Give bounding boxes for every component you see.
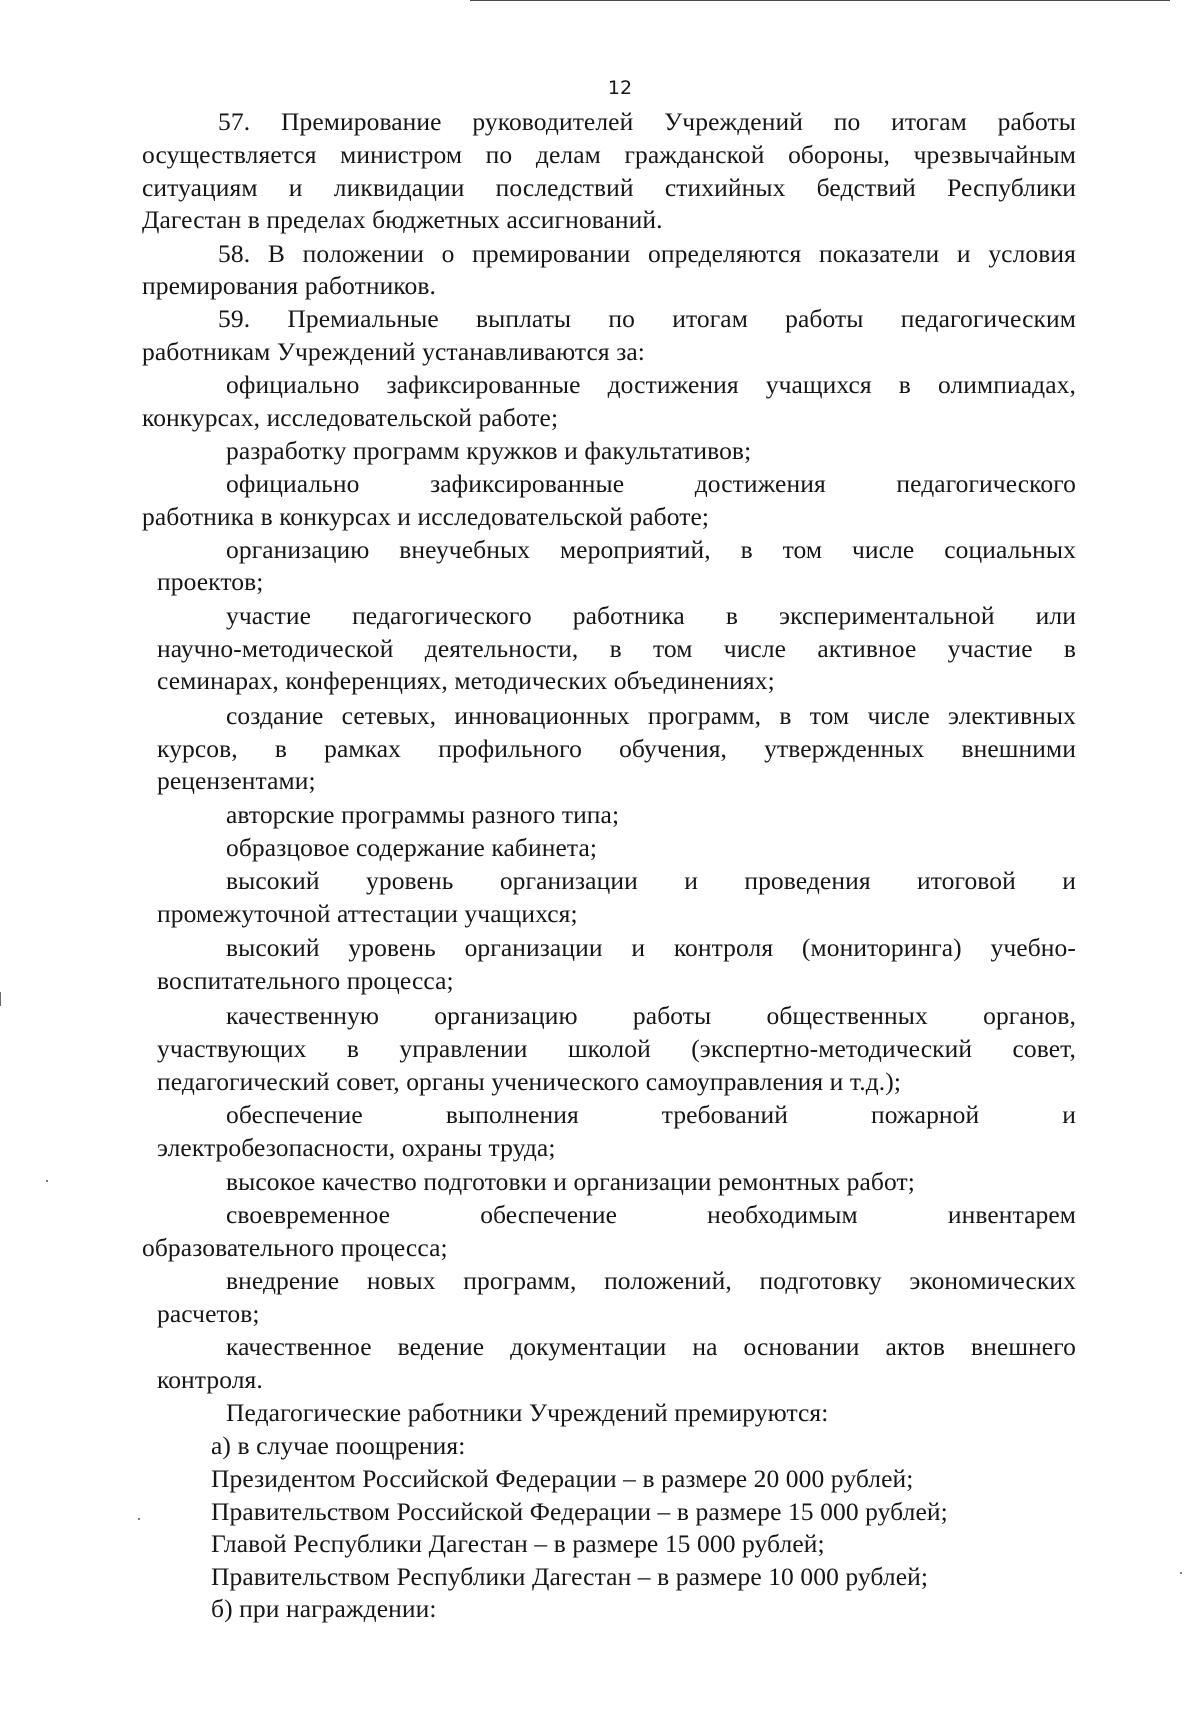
text-line: педагогический совет, органы ученического самоуправления и т.д.); [157, 1067, 902, 1096]
text-line: создание сетевых, инновационных программ, в том числе элективных [226, 701, 1076, 730]
text-line: Правительством Республики Дагестан – в размере 10 000 рублей; [211, 1562, 929, 1591]
text-line: участие педагогического работника в экспериментальной или [226, 601, 1076, 630]
text-line: научно-методической деятельности, в том числе активное участие в [157, 634, 1076, 663]
text-line: Президентом Российской Федерации – в размере 20 000 рублей; [211, 1464, 914, 1493]
text-line: 59. Премиальные выплаты по итогам работы педагогическим [218, 304, 1076, 333]
text-line: рецензентами; [157, 766, 316, 795]
text-line: контроля. [157, 1365, 263, 1394]
text-line: Педагогические работники Учреждений премируются: [226, 1398, 829, 1427]
text-line: образовательного процесса; [142, 1233, 448, 1262]
text-line: семинарах, конференциях, методических объединениях; [157, 666, 775, 695]
text-line: работникам Учреждений устанавливаются за: [142, 337, 645, 366]
text-line: образцовое содержание кабинета; [226, 833, 598, 862]
text-line: организацию внеучебных мероприятий, в том числе социальных [226, 535, 1076, 564]
scan-speck [1180, 1572, 1182, 1574]
text-line: авторские программы разного типа; [226, 800, 620, 829]
scan-top-edge [470, 0, 1170, 1]
text-line: расчетов; [157, 1299, 260, 1328]
page-number: 12 [607, 77, 633, 99]
text-line: официально зафиксированные достижения учащихся в олимпиадах, [226, 370, 1076, 399]
text-line: Дагестан в пределах бюджетных ассигнований. [142, 205, 663, 234]
text-line: премирования работников. [142, 271, 436, 300]
text-line: конкурсах, исследовательской работе; [142, 403, 559, 432]
text-line: официально зафиксированные достижения педагогического [226, 469, 1076, 498]
text-line: Главой Республики Дагестан – в размере 15 000 рублей; [211, 1529, 825, 1558]
text-line: своевременное обеспечение необходимым инвентарем [226, 1200, 1076, 1229]
text-line: ситуациям и ликвидации последствий стихийных бедствий Республики [142, 173, 1076, 202]
text-line: высокий уровень организации и проведения итоговой и [226, 866, 1076, 895]
text-line: Правительством Российской Федерации – в размере 15 000 рублей; [211, 1497, 948, 1526]
text-line: а) в случае поощрения: [211, 1431, 466, 1460]
text-line: 58. В положении о премировании определяются показатели и условия [218, 239, 1076, 268]
text-line: высокое качество подготовки и организации ремонтных работ; [226, 1167, 915, 1196]
text-line: качественную организацию работы общественных органов, [226, 1001, 1076, 1030]
text-line: проектов; [157, 567, 264, 596]
text-line: работника в конкурсах и исследовательской работе; [142, 502, 710, 531]
text-line: участвующих в управлении школой (экспертно-методический совет, [157, 1034, 1076, 1063]
text-line: разработку программ кружков и факультативов; [226, 436, 752, 465]
scan-speck [138, 1518, 140, 1520]
text-line: внедрение новых программ, положений, подготовку экономических [226, 1266, 1076, 1295]
text-line: обеспечение выполнения требований пожарной и [226, 1100, 1076, 1129]
text-line: б) при награждении: [211, 1594, 437, 1623]
text-line: воспитательного процесса; [157, 966, 454, 995]
text-line: промежуточной аттестации учащихся; [157, 899, 578, 928]
text-line: электробезопасности, охраны труда; [157, 1133, 556, 1162]
text-line: качественное ведение документации на основании актов внешнего [226, 1332, 1076, 1361]
text-line: высокий уровень организации и контроля (мониторинга) учебно- [226, 933, 1076, 962]
scan-speck [46, 1180, 48, 1182]
text-line: 57. Премирование руководителей Учреждений по итогам работы [218, 107, 1076, 136]
text-line: осуществляется министром по делам гражданской обороны, чрезвычайным [142, 140, 1076, 169]
scan-edge-mark [0, 992, 1, 1006]
text-line: курсов, в рамках профильного обучения, утвержденных внешними [157, 734, 1076, 763]
